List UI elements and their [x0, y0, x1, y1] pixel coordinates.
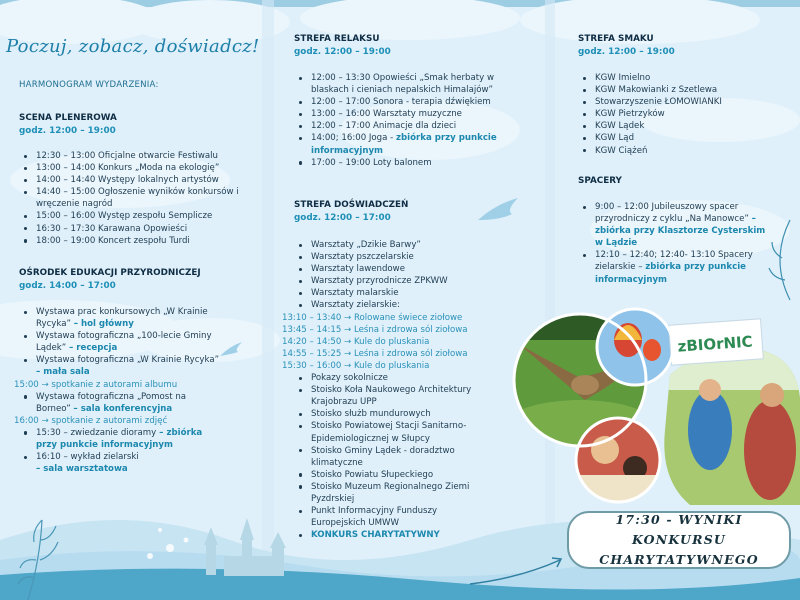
sign-text: zBIOrNIC: [677, 332, 754, 356]
list-item: Stoisko Powiatowej Stacji Sanitarno-Epidemiologicznej w Słupcy: [298, 420, 483, 444]
list-item: Stoisko Gminy Lądek - doradztwo klimatyczne: [298, 445, 481, 469]
item-location: – sala konferencyjna: [73, 403, 173, 414]
section-time-doswiadczen: godz. 12:00 – 17:00: [294, 213, 391, 223]
osrodek-list: [14, 306, 223, 475]
sub-item: 13:45 – 14:15 → Leśna i zdrowa sól ziołowa: [282, 324, 468, 335]
section-heading-relaks: STREFA RELAKSU: [294, 34, 380, 44]
spacery-list: [582, 201, 772, 286]
list-item: KGW Lądek: [582, 120, 792, 132]
item-text: 9:00 – 12:00 Jubileuszowy spacer przyrodniczy z cyklu „Na Manowce”: [595, 202, 749, 225]
item-text: 12:10 – 12:40; 12:40- 13:10 Spacery zielarskie –: [595, 250, 753, 273]
item-location: – zbiórka przy Klasztorze Cysterskim w Lądzie: [595, 214, 766, 249]
list-item: Warsztaty „Dzikie Barwy”: [298, 239, 530, 251]
list-item: 14:00 – 14:40 Występy lokalnych artystów: [23, 174, 248, 186]
list-item: KGW Pietrzyków: [582, 108, 792, 120]
sub-item: 14:55 – 15:25 → Leśna i zdrowa sól ziołowa: [282, 348, 468, 359]
charity-results-badge: [567, 511, 791, 569]
sub-item: 15:00 → spotkanie z autorami albumu: [14, 379, 178, 390]
item-location: zbiórka przy punkcie informacyjnym: [311, 133, 497, 156]
list-item: 17:00 – 19:00 Loty balonem: [298, 157, 506, 169]
list-item: Warsztaty lawendowe: [298, 263, 530, 275]
relaks-list: [298, 72, 506, 169]
list-item: 12:00 – 13:30 Opowieści „Smak herbaty w blaskach i cieniach nepalskich Himalajów”: [298, 72, 506, 96]
festival-sign: [669, 319, 764, 365]
item-location: – recepcja: [68, 343, 118, 354]
doswiadczen-list: [282, 239, 530, 541]
list-item: Warsztaty przyrodnicze ZPKWW: [298, 275, 530, 287]
list-item: Warsztaty zielarskie:: [298, 299, 530, 311]
section-heading-scena: SCENA PLENEROWA: [19, 113, 117, 123]
section-time-relaks: godz. 12:00 – 19:00: [294, 47, 391, 57]
list-item: 14:40 – 15:00 Ogłoszenie wyników konkursów i wręczenie nagród: [23, 186, 248, 210]
item-location: – hol główny: [73, 319, 134, 330]
item-location: – zbiórka przy punkcie informacyjnym: [36, 427, 203, 451]
scena-list: [23, 150, 248, 247]
list-item: Pokazy sokolnicze: [298, 372, 530, 384]
item-location: – sala warsztatowa: [36, 464, 128, 475]
list-item: Stowarzyszenie ŁOMOWIANKI: [582, 96, 792, 108]
list-item: Stoisko Koła Naukowego Architektury Krajobrazu UPP: [298, 384, 481, 408]
list-item: 12:30 – 13:00 Oficjalne otwarcie Festiwalu: [23, 150, 248, 162]
list-item: KONKURS CHARYTATYWNY: [298, 529, 530, 541]
list-item: Stoisko służb mundurowych: [298, 408, 530, 420]
item-text: Wystawa fotograficzna „Pomost na Borneo”: [36, 391, 187, 414]
sub-item: 16:00 → spotkanie z autorami zdjęć: [14, 415, 168, 426]
list-item: [23, 391, 223, 415]
section-time-smak: godz. 12:00 – 19:00: [578, 47, 675, 57]
list-item: KGW Imielno: [582, 72, 792, 84]
list-item: [23, 451, 223, 475]
item-text: 14:00; 16:00 Joga -: [311, 133, 394, 144]
list-item: 12:00 – 17:00 Sonora - terapia dźwiękiem: [298, 96, 506, 108]
item-text: 15:30 – zwiedzanie dioramy: [36, 427, 157, 438]
list-item: [23, 354, 223, 378]
list-item: 13:00 – 14:00 Konkurs „Moda na ekologię”: [23, 162, 248, 174]
list-item: Stoisko Muzeum Regionalnego Ziemi Pyzdrskiej: [298, 481, 481, 505]
list-item: [23, 330, 223, 354]
section-heading-smak: STREFA SMAKU: [578, 34, 654, 44]
list-item: KGW Ląd: [582, 132, 792, 144]
section-time-scena: godz. 12:00 – 19:00: [19, 126, 116, 136]
item-text: 16:10 – wykład zielarski: [36, 452, 139, 463]
page-title: Poczuj, zobacz, doświadcz!: [6, 36, 260, 57]
sub-item: 15:30 – 16:00 → Kule do pluskania: [282, 360, 430, 371]
list-item: Warsztaty pszczelarskie: [298, 251, 530, 263]
badge-text: 17:30 - WYNIKI KONKURSU CHARYTATYWNEGO: [599, 512, 759, 567]
list-item: [582, 201, 772, 249]
section-heading-spacery: SPACERY: [578, 176, 622, 186]
item-text: Wystawa fotograficzna „100-lecie Gminy Lądek”: [36, 331, 212, 354]
sub-item: 14:20 – 14:50 → Kule do pluskania: [282, 336, 430, 347]
list-item: [582, 249, 772, 285]
list-item: 15:00 – 16:00 Występ zespołu Semplicze: [23, 210, 248, 222]
section-time-osrodek: godz. 14:00 – 17:00: [19, 281, 116, 291]
item-text: Wystawa prac konkursowych „W Krainie Rycyka”: [36, 307, 208, 330]
list-item: [298, 132, 506, 156]
list-item: 13:00 – 16:00 Warsztaty muzyczne: [298, 108, 506, 120]
list-item: Punkt Informacyjny Funduszy Europejskich UMWW: [298, 505, 481, 529]
item-location: zbiórka przy punkcie informacyjnym: [595, 262, 746, 285]
photo-collage: [510, 300, 800, 510]
list-item: KGW Ciążeń: [582, 145, 792, 157]
item-text: Wystawa fotograficzna „W Krainie Rycyka”: [36, 355, 220, 366]
list-item: 18:00 – 19:00 Koncert zespołu Turdi: [23, 235, 248, 247]
section-heading-doswiadczen: STREFA DOŚWIADCZEŃ: [294, 200, 409, 210]
list-item: [23, 306, 223, 330]
list-item: Warsztaty malarskie: [298, 287, 530, 299]
schedule-heading: HARMONOGRAM WYDARZENIA:: [19, 80, 159, 90]
section-heading-osrodek: OŚRODEK EDUKACJI PRZYRODNICZEJ: [19, 268, 201, 278]
list-item: [23, 427, 223, 451]
list-item: 12:00 – 17:00 Animacje dla dzieci: [298, 120, 506, 132]
smak-list: [582, 72, 792, 157]
item-location: – mała sala: [36, 367, 90, 378]
list-item: Stoisko Powiatu Słupeckiego: [298, 469, 530, 481]
list-item: 16:30 – 17:30 Karawana Opowieści: [23, 223, 248, 235]
list-item: KGW Makowianki z Szetlewa: [582, 84, 792, 96]
sub-item: 13:10 – 13:40 → Rolowane świece ziołowe: [282, 312, 463, 323]
